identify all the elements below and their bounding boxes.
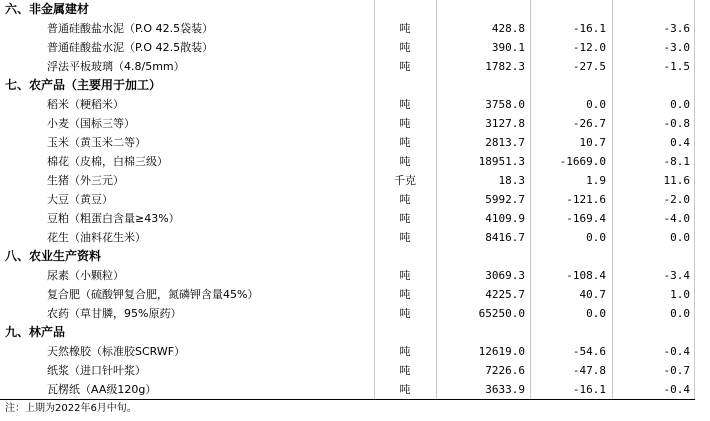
item-name: 瓦楞纸（AA级120g）	[47, 383, 157, 396]
price-cell: 18951.3	[478, 155, 525, 168]
category-label: 九、林产品	[5, 325, 66, 339]
unit-cell: 吨	[399, 383, 411, 396]
price-cell: 3069.3	[485, 269, 525, 282]
unit-cell: 吨	[399, 98, 411, 111]
table-row	[0, 380, 695, 399]
percent-cell: 11.6	[663, 174, 690, 187]
change-cell: -26.7	[572, 117, 606, 130]
unit-cell: 吨	[399, 345, 411, 358]
price-cell: 3127.8	[485, 117, 525, 130]
category-label: 七、农产品（主要用于加工）	[5, 78, 162, 92]
price-cell: 4109.9	[485, 212, 525, 225]
percent-cell: -3.6	[663, 22, 690, 35]
item-name: 浮法平板玻璃（4.8/5mm）	[47, 60, 185, 73]
percent-cell: 0.0	[670, 231, 690, 244]
change-cell: -47.8	[572, 364, 606, 377]
unit-cell: 吨	[399, 231, 411, 244]
change-cell: -12.0	[572, 41, 606, 54]
percent-cell: 0.0	[670, 98, 690, 111]
item-name: 尿素（小颗粒）	[47, 269, 124, 282]
change-cell: 0.0	[586, 307, 606, 320]
unit-cell: 吨	[399, 212, 411, 225]
percent-cell: 0.0	[670, 307, 690, 320]
unit-cell: 吨	[399, 307, 411, 320]
change-cell: -16.1	[572, 22, 606, 35]
unit-cell: 吨	[399, 117, 411, 130]
item-name: 豆粕（粗蛋白含量≥43%）	[47, 212, 180, 225]
table-row	[0, 114, 695, 133]
item-name: 复合肥（硫酸钾复合肥，氮磷钾含量45%）	[47, 288, 259, 301]
change-cell: -27.5	[572, 60, 606, 73]
table-row	[0, 285, 695, 304]
price-cell: 1782.3	[485, 60, 525, 73]
item-name: 生猪（外三元）	[47, 174, 124, 187]
unit-cell: 吨	[399, 60, 411, 73]
price-cell: 12619.0	[478, 345, 525, 358]
unit-cell: 吨	[399, 269, 411, 282]
table-row	[0, 304, 695, 323]
item-name: 玉米（黄玉米二等）	[47, 136, 146, 149]
category-row	[0, 323, 695, 342]
item-name: 农药（草甘膦，95%原药）	[47, 307, 182, 320]
item-name: 棉花（皮棉，白棉三级）	[47, 155, 168, 168]
item-name: 稻米（粳稻米）	[47, 98, 124, 111]
percent-cell: -1.5	[663, 60, 690, 73]
unit-cell: 千克	[394, 174, 416, 187]
percent-cell: -8.1	[663, 155, 690, 168]
category-row	[0, 76, 695, 95]
change-cell: 0.0	[586, 231, 606, 244]
change-cell: -121.6	[566, 193, 606, 206]
price-cell: 390.1	[491, 41, 525, 54]
percent-cell: -0.8	[663, 117, 690, 130]
price-cell: 2813.7	[485, 136, 525, 149]
item-name: 小麦（国标三等）	[47, 117, 135, 130]
table-row	[0, 228, 695, 247]
price-cell: 3633.9	[485, 383, 525, 396]
unit-cell: 吨	[399, 155, 411, 168]
change-cell: 10.7	[579, 136, 606, 149]
percent-cell: -4.0	[663, 212, 690, 225]
table-row	[0, 152, 695, 171]
item-name: 普通硅酸盐水泥（P.O 42.5散装）	[47, 41, 214, 54]
category-row	[0, 0, 695, 19]
unit-cell: 吨	[399, 364, 411, 377]
table-row	[0, 266, 695, 285]
change-cell: 40.7	[579, 288, 606, 301]
table-row	[0, 133, 695, 152]
item-name: 普通硅酸盐水泥（P.O 42.5袋装）	[47, 22, 214, 35]
table-row	[0, 209, 695, 228]
table-row	[0, 361, 695, 380]
table-row	[0, 57, 695, 76]
price-cell: 18.3	[498, 174, 525, 187]
item-name: 大豆（黄豆）	[47, 193, 113, 206]
percent-cell: -2.0	[663, 193, 690, 206]
unit-cell: 吨	[399, 193, 411, 206]
percent-cell: 0.4	[670, 136, 690, 149]
category-label: 八、农业生产资料	[5, 249, 102, 263]
table-row	[0, 38, 695, 57]
table-row	[0, 95, 695, 114]
unit-cell: 吨	[399, 136, 411, 149]
change-cell: -169.4	[566, 212, 606, 225]
price-cell: 4225.7	[485, 288, 525, 301]
percent-cell: -3.4	[663, 269, 690, 282]
change-cell: -108.4	[566, 269, 606, 282]
change-cell: 0.0	[586, 98, 606, 111]
percent-cell: -0.4	[663, 383, 690, 396]
table-bottom-border	[0, 399, 695, 400]
change-cell: -54.6	[572, 345, 606, 358]
percent-cell: -0.7	[663, 364, 690, 377]
price-cell: 65250.0	[478, 307, 525, 320]
unit-cell: 吨	[399, 288, 411, 301]
percent-cell: -3.0	[663, 41, 690, 54]
price-cell: 7226.6	[485, 364, 525, 377]
change-cell: -1669.0	[559, 155, 606, 168]
table-row	[0, 171, 695, 190]
change-cell: -16.1	[572, 383, 606, 396]
price-cell: 428.8	[491, 22, 525, 35]
category-label: 六、非金属建材	[5, 2, 90, 16]
price-cell: 5992.7	[485, 193, 525, 206]
footnote: 注：上期为2022年6月中旬。	[5, 403, 137, 414]
price-cell: 8416.7	[485, 231, 525, 244]
unit-cell: 吨	[399, 41, 411, 54]
price-cell: 3758.0	[485, 98, 525, 111]
percent-cell: -0.4	[663, 345, 690, 358]
unit-cell: 吨	[399, 22, 411, 35]
table-row	[0, 342, 695, 361]
item-name: 天然橡胶（标准胶SCRWF）	[47, 345, 186, 358]
table-row	[0, 190, 695, 209]
table-row	[0, 19, 695, 38]
item-name: 花生（油料花生米）	[47, 231, 146, 244]
item-name: 纸浆（进口针叶浆）	[47, 364, 146, 377]
change-cell: 1.9	[586, 174, 606, 187]
percent-cell: 1.0	[670, 288, 690, 301]
category-row	[0, 247, 695, 266]
